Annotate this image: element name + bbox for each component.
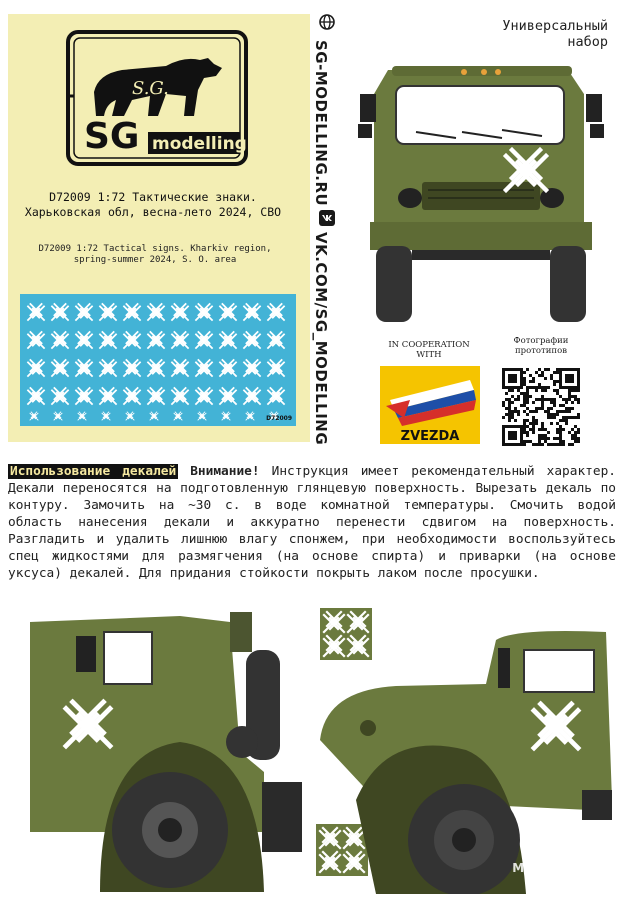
decal-sign xyxy=(100,304,116,320)
decal-sign xyxy=(196,388,212,404)
decal-sign xyxy=(52,388,68,404)
decal-sign-small xyxy=(78,412,86,420)
decal-sign xyxy=(124,304,140,320)
globe-icon xyxy=(319,14,335,30)
decal-sign xyxy=(172,304,188,320)
zvezda-logo[interactable] xyxy=(380,366,480,444)
decal-sign xyxy=(52,304,68,320)
decal-sign xyxy=(172,360,188,376)
vk-icon xyxy=(319,210,335,226)
instructions-block xyxy=(8,463,616,589)
decal-sign xyxy=(220,360,236,376)
svg-text:S.G.: S.G. xyxy=(132,78,169,99)
decal-sign xyxy=(268,360,284,376)
decal-sign xyxy=(268,332,284,348)
decal-sign xyxy=(148,304,164,320)
decal-sign xyxy=(100,332,116,348)
instructions-text: Инструкция имеет рекомендательный характер. Декали переносятся на подготовленную глянцевую поверхность. Вырезать декаль по контуру. Замочить на ~30 с. в воде комнатной температуры. Смочить водой область нанесения декали и аккуратно перенести сдвигом на поверхность. Разгладить и удалить лишнюю влагу спонжем, при необходимости воспользуйтесь спец жидкостями для размягчения (на основе спирта) и приварки (на основе уксуса) декалей. Для придания стойкости покрыть лаком после просушки. xyxy=(8,464,616,581)
decal-sign xyxy=(244,304,260,320)
decal-sign xyxy=(148,332,164,348)
truck-side-illustration xyxy=(30,592,306,892)
decal-sheet-preview xyxy=(20,294,296,426)
decal-sign xyxy=(100,360,116,376)
decal-sign xyxy=(76,304,92,320)
decal-sign-small xyxy=(30,412,38,420)
decal-sign xyxy=(172,332,188,348)
decal-sign xyxy=(244,332,260,348)
decal-sign xyxy=(148,388,164,404)
website-link[interactable]: SG-MODELLING.RU xyxy=(312,40,330,207)
instructions-warning: Внимание! xyxy=(190,464,260,479)
decal-sign xyxy=(52,332,68,348)
decal-sign xyxy=(76,360,92,376)
decal-sign xyxy=(220,388,236,404)
decal-sign-small xyxy=(126,412,134,420)
product-title-ru: D72009 1:72 Тактические знаки. Харьковская обл, весна-лето 2024, СВО xyxy=(24,190,282,219)
decal-sign-small xyxy=(102,412,110,420)
decal-sign-small xyxy=(222,412,230,420)
decal-sign xyxy=(52,360,68,376)
logo-wordmark: modelling xyxy=(152,134,247,154)
instructions-heading: Использование декалей xyxy=(10,464,177,479)
decal-sign xyxy=(196,360,212,376)
decal-sign-small xyxy=(150,412,158,420)
decal-sign xyxy=(124,388,140,404)
decal-sign xyxy=(28,360,44,376)
universal-set-label: Универсальный набор xyxy=(502,18,608,50)
decal-sign xyxy=(244,360,260,376)
cooperation-label: IN COOPERATION WITH xyxy=(388,340,470,360)
product-title-en: D72009 1:72 Tactical signs. Kharkiv region, spring-summer 2024, S. O. area xyxy=(38,244,272,265)
decal-sign xyxy=(172,388,188,404)
truck-front-illustration xyxy=(352,50,610,326)
sg-modelling-logo xyxy=(66,30,248,166)
svg-text:ZVEZDA: ZVEZDA xyxy=(400,429,460,444)
prototype-photos-label: Фотографии прототипов xyxy=(513,336,569,356)
decal-sign xyxy=(100,388,116,404)
logo-mark: SG xyxy=(84,116,140,157)
decal-sign-small xyxy=(246,412,254,420)
decal-sign xyxy=(28,304,44,320)
decal-sign xyxy=(244,388,260,404)
decal-sign-small xyxy=(174,412,182,420)
decal-sign xyxy=(220,332,236,348)
decal-sign xyxy=(124,360,140,376)
truck-angle-illustration xyxy=(316,600,616,894)
decal-sign xyxy=(196,304,212,320)
decal-sign xyxy=(268,388,284,404)
sheet-code: D72009 xyxy=(266,415,292,422)
vk-link[interactable]: VK.COM/SG_MODELLING xyxy=(312,232,330,446)
decal-sign xyxy=(148,360,164,376)
decal-sign xyxy=(28,332,44,348)
qr-code[interactable] xyxy=(502,368,580,446)
decal-sign-small xyxy=(198,412,206,420)
decal-sign xyxy=(76,332,92,348)
decal-sign xyxy=(220,304,236,320)
watermark: МОДЕЛЬНАЯ ЛАВКА xyxy=(512,861,610,887)
decal-sign xyxy=(124,332,140,348)
decal-sign xyxy=(28,388,44,404)
decal-sign xyxy=(76,388,92,404)
decal-sign xyxy=(268,304,284,320)
decal-sign-small xyxy=(54,412,62,420)
decal-sign xyxy=(196,332,212,348)
